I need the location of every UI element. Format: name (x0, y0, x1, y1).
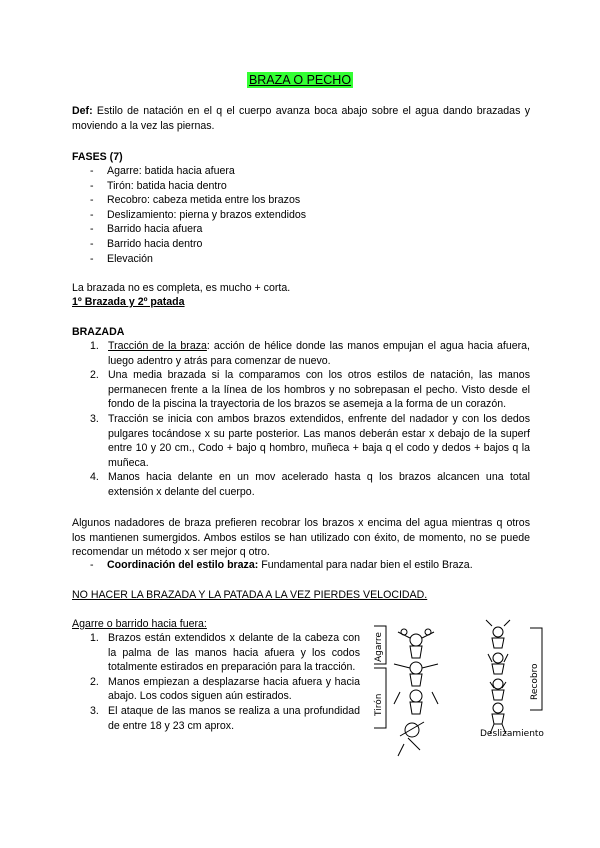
agarre-list (90, 631, 360, 733)
recobro-label: Recobro (530, 663, 540, 700)
item-number: 3. (90, 704, 99, 717)
list-item (90, 339, 530, 368)
list-item: - Recobro: cabeza metida entre los brazos (90, 193, 490, 208)
list-item (90, 704, 360, 733)
list-item: - Barrido hacia dentro (90, 237, 490, 252)
item-number: 2. (90, 369, 99, 382)
list-item (90, 412, 530, 470)
warning-text: NO HACER LA BRAZADA Y LA PATADA A LA VEZ PIERDES VELOCIDAD. (72, 589, 428, 601)
list-item: - Elevación (90, 252, 490, 267)
definition-text: Estilo de natación en el q el cuerpo avanza boca abajo sobre el agua dando brazadas y moviendo a la vez las piernas. (72, 105, 530, 132)
item-number: 1. (90, 340, 99, 352)
list-item (90, 470, 530, 499)
fases-list (90, 164, 490, 266)
deslizamiento-label: Deslizamiento (480, 729, 544, 739)
coordinacion-label: Coordinación del estilo braza: (107, 559, 259, 571)
item-text: Manos hacia delante en un mov acelerado hasta q los brazos alcancen una total extensión x delante del cuerpo. (108, 471, 530, 498)
algunos-paragraph: Algunos nadadores de braza prefieren recobrar los brazos x encima del agua mientras q otros los mantienen sumergidos. Ambos estilos se han utilizado con éxito, de momento, no se puede recomendar un método x ser mejor q otro. (72, 517, 530, 559)
list-item (90, 631, 360, 675)
item-number: 1. (90, 632, 99, 644)
item-number: 2. (90, 675, 99, 688)
item-number: 3. (90, 412, 99, 425)
list-item (90, 675, 360, 704)
definition-label: Def: (72, 105, 93, 117)
item-number: 4. (90, 471, 99, 484)
tiron-label: Tirón (374, 693, 384, 716)
agarre-label: Agarre (374, 632, 384, 662)
stroke-phases-figure (364, 618, 546, 764)
brazada-patada-subheading: 1º Brazada y 2º patada (72, 296, 185, 308)
list-item: - Barrido hacia afuera (90, 222, 490, 237)
swimmer-illustration (364, 618, 546, 764)
list-item: - Deslizamiento: pierna y brazos extendidos (90, 208, 490, 223)
fases-heading: FASES (7) (72, 151, 123, 163)
item-text: Una media brazada si la comparamos con los otros estilos de natación, las manos permanecen frente a la línea de los hombros y no sobrepasan el pecho. Visto desde el fondo de la piscina la trayectoria de los brazos se asemeja a la forma de un corazón. (108, 369, 530, 411)
swimmer-left-sequence (394, 629, 438, 756)
item-text: Tracción se inicia con ambos brazos extendidos, enfrente del nadador y con los dedos pulgares tocándose x su parte posterior. Las manos deberán estar x debajo de la superf entre 10 y 20 cm., Codo + bajo q hombro, muñeca + baja q el codo y dedos + bajos q la muñeca. (108, 412, 530, 469)
brazada-list (90, 339, 530, 500)
item-text: Manos empiezan a desplazarse hacia afuera y hacia abajo. Los codos siguen aún estirados. (108, 675, 360, 703)
item-text: El ataque de las manos se realiza a una profundidad de entre 18 y 23 cm aprox. (108, 704, 360, 732)
coordinacion-text: Fundamental para nadar bien el estilo Braza. (258, 559, 473, 571)
brazada-note: La brazada no es completa, es mucho + corta. (72, 282, 291, 294)
definition-paragraph (72, 104, 530, 133)
swimmer-right-sequence (486, 620, 510, 734)
list-item: - Agarre: batida hacia afuera (90, 164, 490, 179)
list-item: - Tirón: batida hacia dentro (90, 179, 490, 194)
list-item (90, 368, 530, 412)
item-text: : acción de hélice donde las manos empujan el agua hacia afuera, luego adentro y atrás para comenzar de nuevo. (108, 340, 530, 367)
title-wrapper (0, 72, 600, 89)
agarre-heading: Agarre o barrido hacia fuera: (72, 618, 207, 630)
item-lead: Tracción de la braza (108, 340, 207, 352)
page-title: BRAZA O PECHO (248, 73, 352, 87)
brazada-heading: BRAZADA (72, 326, 125, 338)
item-text: Brazos están extendidos x delante de la cabeza con la palma de las manos hacia afuera y los codos totalmente estirados en preparación para la tracción. (108, 632, 360, 674)
coordinacion-item (90, 558, 547, 573)
